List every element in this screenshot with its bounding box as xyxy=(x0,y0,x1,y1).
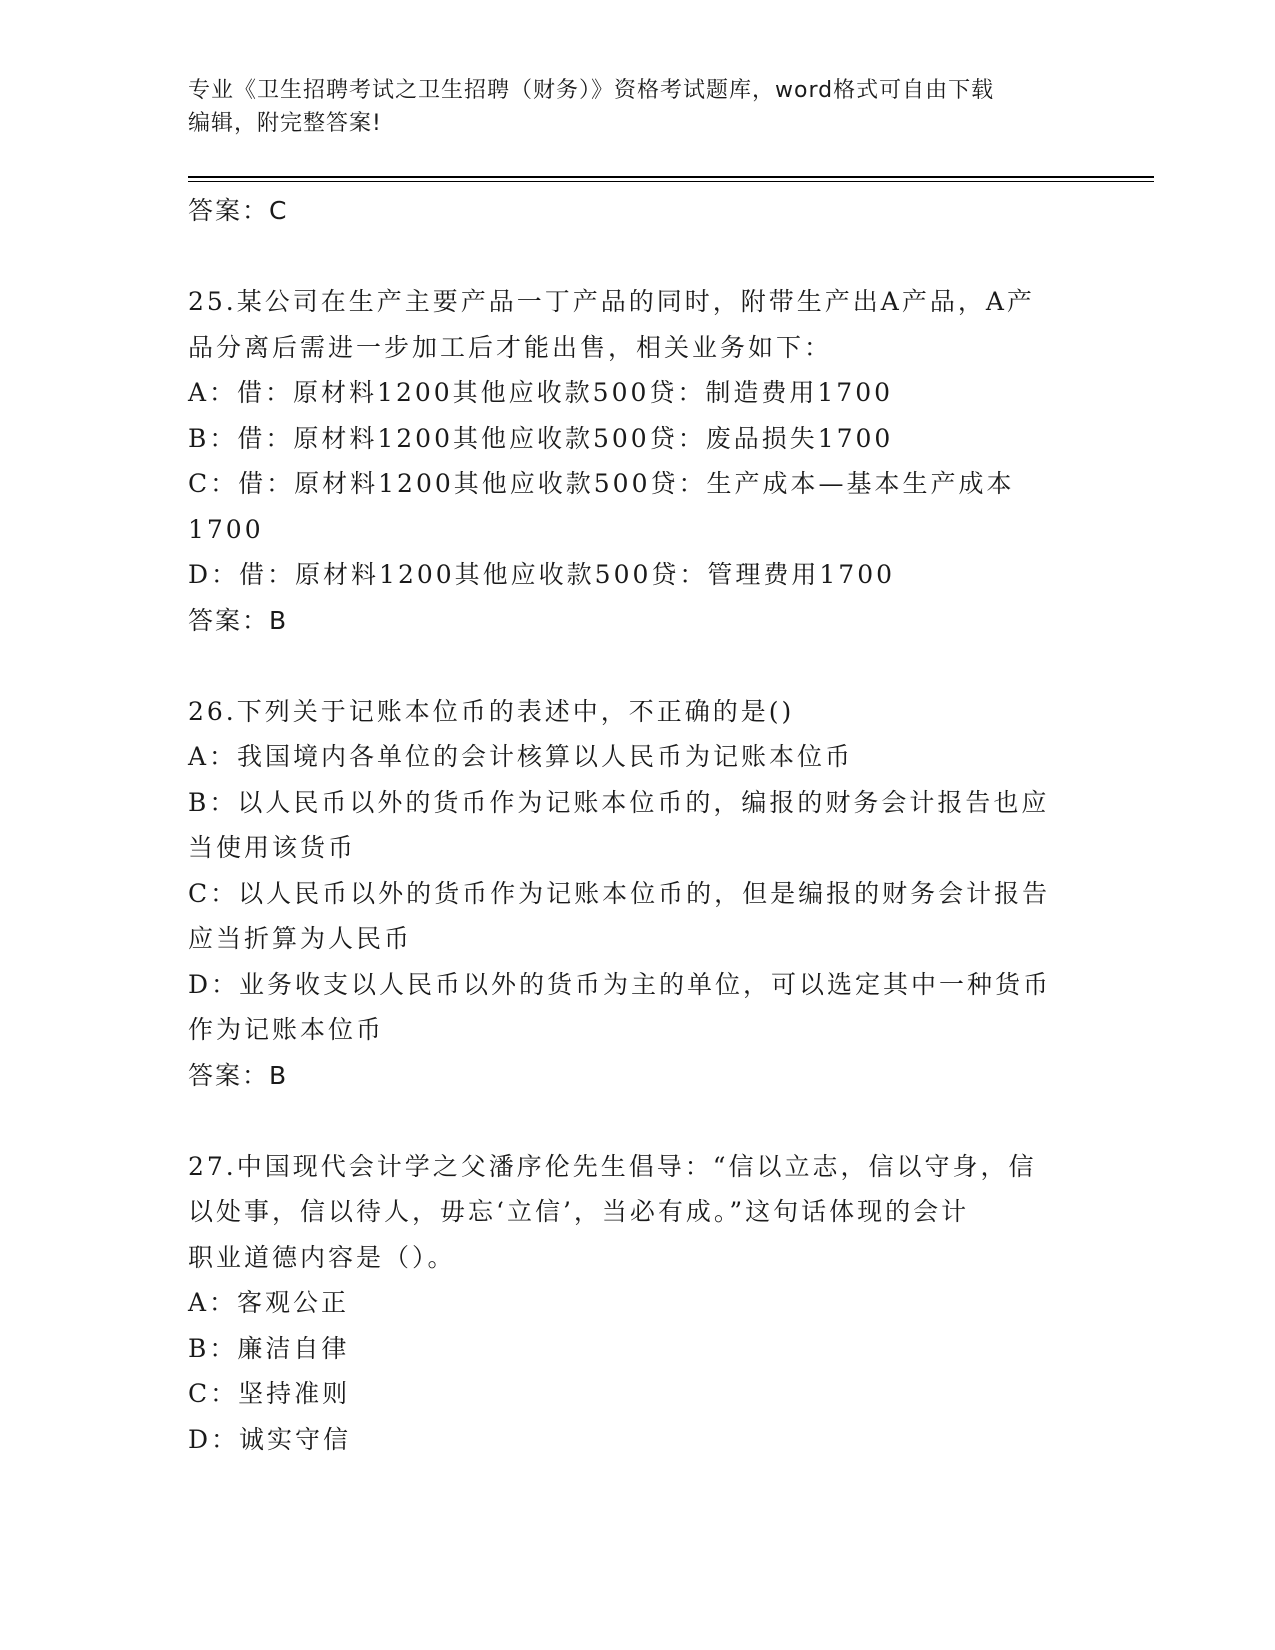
option-a: A：客观公正 xyxy=(188,1288,350,1317)
header-line-1: 专业《卫生招聘考试之卫生招聘（财务）》资格考试题库，word格式可自由下载 xyxy=(188,78,995,103)
question-stem-line: 品分离后需进一步加工后才能出售，相关业务如下： xyxy=(188,332,833,362)
option-c-continued: 应当折算为人民币 xyxy=(188,924,413,953)
question-27 xyxy=(188,1144,1088,1463)
option-b: B：廉洁自律 xyxy=(188,1333,350,1363)
option-d: D：诚实守信 xyxy=(188,1424,352,1454)
question-26 xyxy=(188,689,1088,1099)
option-d-continued: 作为记账本位币 xyxy=(188,1015,385,1044)
header-divider-thin xyxy=(188,181,1154,182)
spacer xyxy=(188,234,1088,280)
answer: 答案：B xyxy=(188,1060,289,1090)
option-d: D：业务收支以人民币以外的货币为主的单位，可以选定其中一种货币 xyxy=(188,969,1052,999)
header-divider-thick xyxy=(188,176,1154,178)
question-stem-line: 25.某公司在生产主要产品一丁产品的同时，附带生产出A产品，A产 xyxy=(188,287,1035,316)
option-c: C：借：原材料1200其他应收款500贷：生产成本—基本生产成本 xyxy=(188,469,1015,498)
question-25 xyxy=(188,279,1088,643)
spacer xyxy=(188,643,1088,689)
option-b: B：以人民币以外的货币作为记账本位币的，编报的财务会计报告也应 xyxy=(188,787,1050,817)
option-c: C：坚持准则 xyxy=(188,1379,351,1408)
question-stem-line: 职业道德内容是（）。 xyxy=(188,1242,456,1272)
option-c-continued: 1700 xyxy=(188,514,264,544)
option-a: A：我国境内各单位的会计核算以人民币为记账本位币 xyxy=(188,742,854,771)
option-c: C：以人民币以外的货币作为记账本位币的，但是编报的财务会计报告 xyxy=(188,878,1051,908)
spacer xyxy=(188,1098,1088,1144)
question-content xyxy=(188,188,1088,1462)
document-header xyxy=(188,74,1068,140)
question-stem-line: 以处事，信以待人，毋忘‘立信’，当必有成。”这句话体现的会计 xyxy=(188,1197,970,1226)
option-d: D：借：原材料1200其他应收款500贷：管理费用1700 xyxy=(188,560,896,589)
question-stem-line: 26.下列关于记账本位币的表述中，不正确的是() xyxy=(188,696,795,726)
option-b-continued: 当使用该货币 xyxy=(188,833,357,862)
question-stem-line: 27.中国现代会计学之父潘序伦先生倡导：“信以立志，信以守身，信 xyxy=(188,1151,1037,1181)
option-a: A：借：原材料1200其他应收款500贷：制造费用1700 xyxy=(188,378,894,407)
previous-answer: 答案：C xyxy=(188,196,289,225)
header-line-2: 编辑，附完整答案! xyxy=(188,111,382,136)
answer: 答案：B xyxy=(188,605,289,635)
option-b: B：借：原材料1200其他应收款500贷：废品损失1700 xyxy=(188,423,894,453)
